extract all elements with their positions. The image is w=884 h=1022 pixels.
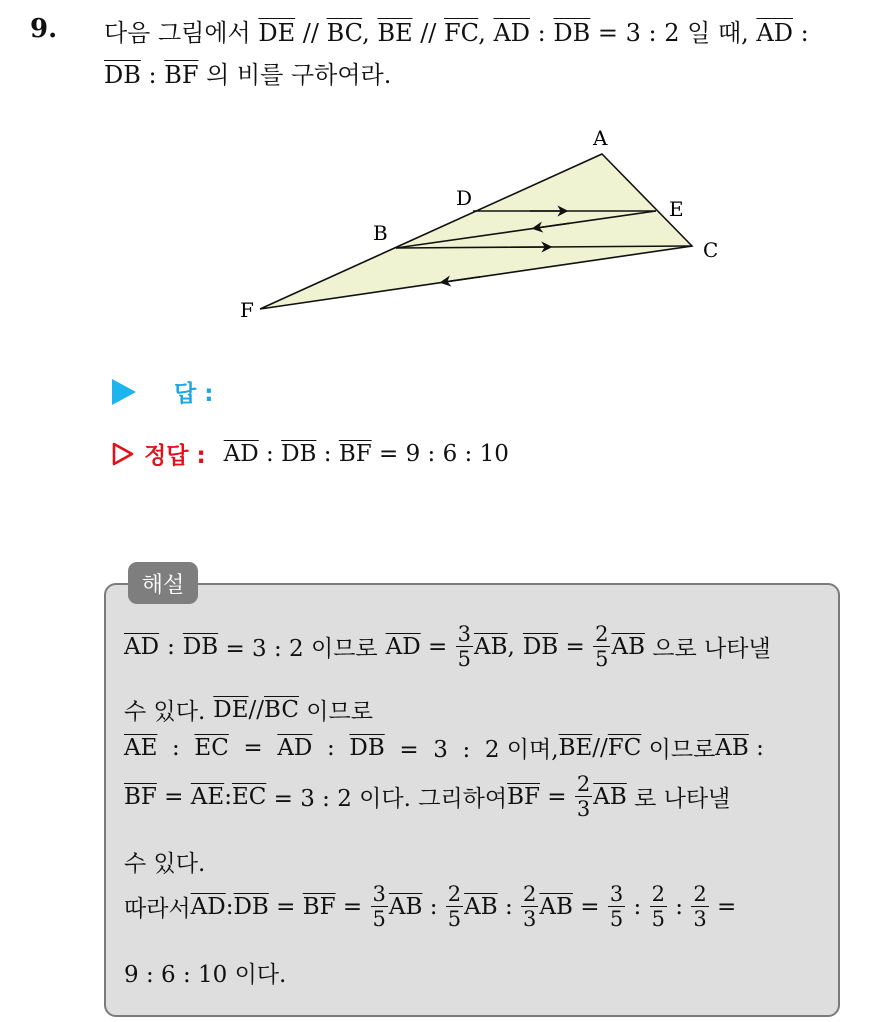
solution-line-3: $\overline{AE}$ : $\overline{EC}$ = $\overline{AD}$ : $\overline{DB}$ = 3 : 2 이며, $\overline{BE}$ // $\overline{FC}$ 이므로 $\overline{AB}$ :: [124, 734, 764, 763]
label-F: F: [240, 298, 254, 322]
solution-tag: 해설: [128, 562, 198, 604]
play-outline-icon: [112, 442, 134, 466]
label-B: B: [373, 221, 388, 245]
correct-answer-value: $\overline{AD}$ : $\overline{DB}$ : $\overline{BF} = 9$ : 6 : 10: [223, 440, 509, 467]
answer-label: 답 :: [174, 381, 214, 407]
problem-line-2: $\overline{DB}$ : $\overline{BF}$ 의 비를 구하여라.: [104, 61, 392, 89]
problem-statement: [104, 12, 864, 96]
solution-line-5: 수 있다.: [124, 851, 206, 877]
answer-row: [112, 375, 413, 408]
problem-line-1: 다음 그림에서 $\overline{DE} // \overline{BC}$, $\overline{BE} // \overline{FC}$, $\overline{AD}$ : $\overline{DB} = 3$ : 2 일 때, $\overline{AD}$ :: [104, 19, 809, 47]
label-D: D: [456, 186, 473, 210]
answer-value[interactable]: [213, 380, 413, 404]
solution-line-4: $\overline{BF}$ = $\overline{AE}$ : $\overline{EC}$ = 3 : 2 이다. 그리하여 $\overline{BF}$ = $\frac{2}{3}$ $\overline{AB}$ 로 나타낼: [124, 772, 731, 821]
solution-line-7: 9 : 6 : 10 이다.: [124, 962, 287, 988]
triangle-figure: [230, 118, 730, 328]
figure-fill: [260, 154, 692, 309]
label-A: A: [593, 126, 608, 150]
problem-number: 9.: [30, 14, 58, 44]
solution-line-1: $\overline{AD}$ : $\overline{DB}$ = 3 : 2 이므로 $\overline{AD}$ = $\frac{3}{5}$ $\overline{AB}$ , $\overline{DB}$ = $\frac{2}{5}$ $\overline{AB}$ 으로 나타낼: [124, 622, 771, 671]
correct-answer-label: 정답 :: [144, 443, 206, 469]
correct-answer-row: [112, 437, 509, 470]
solution-line-6: 따라서 $\overline{AD}$ : $\overline{DB}$ = $\overline{BF}$ = $\frac{3}{5}$ $\overline{AB}$ : $\frac{2}{5}$ $\overline{AB}$ : $\frac{2}{3}$ $\overline{AB}$ = $\frac{3}{5}$ : $\frac{2}{5}$ : $\frac{2}{3}$ =: [124, 882, 737, 931]
label-E: E: [669, 197, 684, 221]
label-C: C: [703, 238, 719, 262]
solution-line-2: 수 있다. $\overline{DE}$ // $\overline{BC}$ 이므로: [124, 696, 373, 725]
play-filled-icon: [112, 379, 136, 405]
